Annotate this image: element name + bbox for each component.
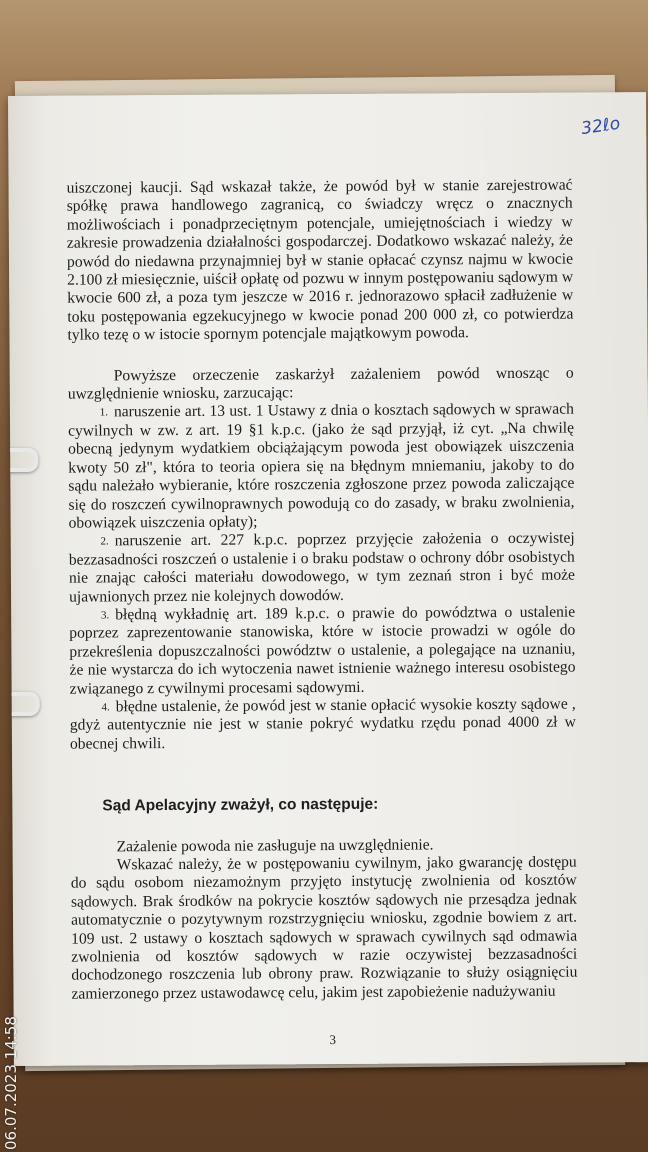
list-item-number: 1. (99, 406, 108, 419)
paragraph-intro: Powyższe orzeczenie zaskarżył zażaleniem powód wnosząc o uwzględnienie wniosku, zarzucając: (67, 364, 574, 403)
photo-timestamp: 06.07.2023 14:58 (2, 1016, 20, 1150)
list-item-number: 2. (100, 535, 109, 548)
list-item-text: błędną wykładnię art. 189 k.p.c. o prawie do powództwa o ustalenie poprzez zaprezentowanie stanowiska, które w istocie prowadzi w ogóle do przekreślenia dopuszczalności powództw o ustalenie, a polegające na uznaniu, że nie wystarcza do ich wytoczenia nawet istnienie ważnego interesu osobistego związanego z cywilnymi procesami sądowymi. (69, 603, 576, 698)
folio-handwritten-mark: 32ℓo (579, 113, 622, 140)
list-item-number: 3. (100, 609, 110, 622)
page-number: 3 (329, 1032, 337, 1048)
binder-ring (8, 448, 38, 472)
paragraph-top: uiszczonej kaucji. Sąd wskazał także, że powód był w stanie zarejestrować spółkę prawa handlowego zagranicą, co świadczy wręcz o znacznych możliwościach i ponadprzeciętnym potencjale, umiejętnościach i wiedzy w zakresie prowadzenia działalności gospodarczej. Dodatkowo wskazać należy, że powód do niedawna przynajmniej był w stanie opłacać czynsz najmu w kwocie 2.100 zł miesięcznie, uiścił opłatę od pozwu w innym postępowaniu sądowym w kwocie 600 zł, a poza tym jeszcze w 2016 r. jednorazowo spłacił zadłużenie w toku postępowania egzekucyjnego w kwocie ponad 200 000 zł, co potwierdza tylko tezę o w istocie spornym potencjale majątkowym powoda. (66, 176, 574, 344)
list-item (69, 530, 575, 607)
list-item (70, 696, 576, 754)
binder-ring (8, 692, 40, 716)
section-heading: Sąd Apelacyjny zważył, co następuje: (102, 795, 379, 815)
list-item (69, 603, 576, 698)
paragraph-reasoning: Wskazać należy, że w postępowaniu cywilnym, jako gwarancję dostępu do sądu osobom niezamożnym przyjęto instytucję zwolnienia od kosztów sądowych. Brak środków na pokrycie kosztów sądowych nie przesądza jednak automatycznie o pozytywnym rozstrzygnięciu wniosku, zgodnie bowiem z art. 109 ust. 2 ustawy o kosztach sądowych w sprawach cywilnych sąd odmawia zwolnienia od kosztów sądowych w razie oczywistej bezzasadności dochodzonego roszczenia lub obrony praw. Rozwiązanie to służy osiągnięciu zamierzonego przez ustawodawcę celu, jakim jest zapobieżenie nadużywaniu (70, 853, 578, 1003)
list-item-text: naruszenie art. 227 k.p.c. poprzez przyjęcie założenia o oczywistej bezzasadności roszczeń o ustalenie i o braku podstaw o ochrony dóbr osobistych nie znając całości materiału dowodowego, w tym zeznań stron i być może ujawnionych przez nie kolejnych dowodów. (68, 529, 575, 606)
document-body (67, 177, 578, 1004)
list-item-text: błędne ustalenie, że powód jest w stanie opłacić wysokie koszty sądowe , gdyż autentycznie nie jest w stanie pokryć wydatku rzędu ponad 4000 zł w obecnej chwili. (69, 695, 576, 753)
list-item-text: naruszenie art. 13 ust. 1 Ustawy z dnia o kosztach sądowych w sprawach cywilnych w zw. z art. 19 §1 k.p.c. (jako że sąd przyjął, iż cyt. „Na chwilę obecną jedynym wydatkiem obciążającym powoda jest obowiązek uiszczenia kwoty 50 zł", która to teoria opiera się na błędnym mniemaniu, jakoby to do sądu należało wybieranie, które roszczenia zgłoszone przez powoda zaliczające się do roszczeń cywilnoprawnych powodują co do zasady, w braku zwolnienia, obowiązek uiszczenia opłaty); (67, 401, 575, 532)
list-item (68, 401, 575, 533)
paragraph-conclusion: Zażalenie powoda nie zasługuje na uwzględnienie. (116, 836, 434, 855)
document-page (8, 92, 648, 1066)
list-item-number: 4. (101, 701, 110, 714)
